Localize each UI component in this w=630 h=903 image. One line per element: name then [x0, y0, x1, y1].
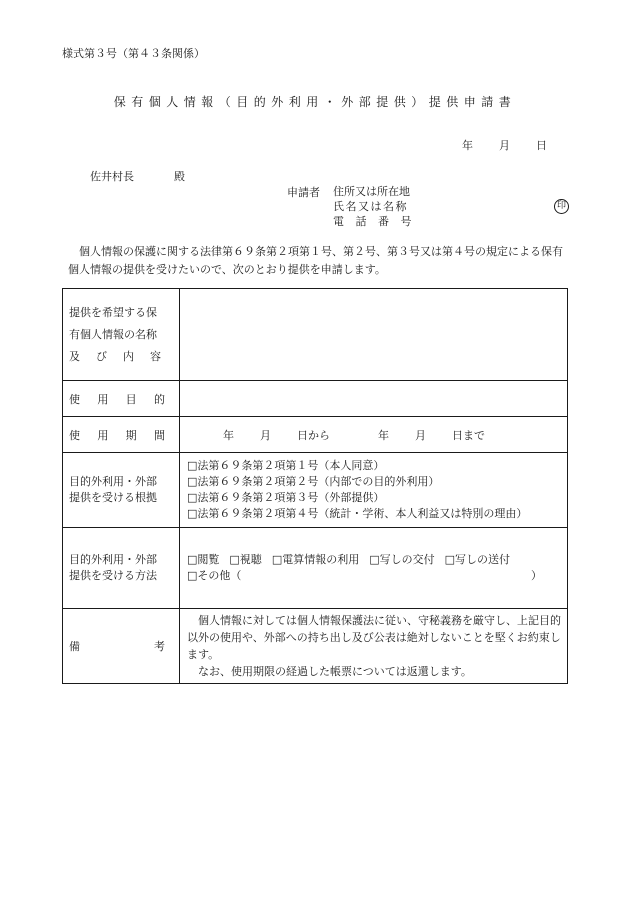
table-row	[63, 289, 568, 381]
method-checkbox-computer[interactable]: □電算情報の利用	[271, 553, 360, 566]
method-checkbox-copy-delivery[interactable]: □写しの交付	[369, 553, 435, 566]
notes-label-char: 備	[69, 640, 80, 653]
date-day-label: 日	[536, 139, 547, 152]
addressee	[90, 168, 185, 184]
period-from-day: 日から	[297, 428, 330, 442]
basis-checkbox-external[interactable]: □法第６９条第２項第３号（外部提供）	[187, 491, 385, 504]
method-label	[63, 528, 180, 609]
applicant-address-label: 住所又は所在地	[333, 185, 410, 198]
basis-checkbox-consent[interactable]: □法第６９条第２項第１号（本人同意）	[187, 459, 385, 472]
method-checkbox-copy-send[interactable]: □写しの送付	[444, 553, 511, 566]
purpose-label	[63, 381, 180, 417]
purpose-label-char: 的	[153, 392, 165, 406]
addressee-honorific: 殿	[174, 170, 185, 183]
info-label-char: び	[96, 349, 107, 363]
method-checkbox-listen[interactable]: □視聴	[229, 553, 262, 566]
method-checkbox-view[interactable]: □閲覧	[187, 553, 220, 566]
period-label-char: 期	[125, 428, 137, 442]
info-label-char: 内	[123, 349, 134, 363]
application-date	[462, 137, 547, 153]
basis-label-line: 目的外利用・外部	[69, 475, 157, 488]
applicant-fields	[333, 184, 416, 229]
table-row	[63, 381, 568, 417]
purpose-label-char: 使	[69, 392, 80, 406]
period-label-char: 用	[97, 428, 109, 442]
info-name-input[interactable]	[180, 289, 568, 381]
info-name-label	[63, 289, 180, 381]
basis-checkbox-special[interactable]: □法第６９条第２項第４号（統計・学術、本人利益又は特別の理由）	[187, 507, 528, 520]
period-label-char: 間	[153, 428, 165, 442]
method-label-line: 目的外利用・外部	[69, 553, 157, 566]
table-row	[63, 417, 568, 453]
period-label	[63, 417, 180, 453]
info-label-line: 有個人情報の名称	[69, 327, 157, 341]
date-year-label: 年	[462, 139, 473, 152]
applicant-label: 申請者	[287, 186, 320, 199]
period-to-month: 月	[415, 428, 426, 442]
page-title: 保有個人情報（目的外利用・外部提供）提供申請書	[113, 95, 517, 109]
period-from-year: 年	[223, 428, 234, 442]
period-to-day: 日まで	[452, 428, 485, 442]
purpose-label-char: 用	[97, 392, 109, 406]
notes-content	[180, 609, 568, 684]
purpose-input[interactable]	[180, 381, 568, 417]
info-label-line: 提供を希望する保	[69, 305, 157, 319]
date-month-label: 月	[499, 139, 510, 152]
table-row	[63, 453, 568, 528]
table-row	[63, 609, 568, 684]
intro-paragraph	[68, 243, 573, 279]
addressee-name: 佐井村長	[90, 170, 134, 183]
applicant-name-label: 氏名又は名称	[333, 200, 408, 213]
intro-text: 個人情報の保護に関する法律第６９条第２項第１号、第２号、第３号又は第４号の規定による保有個人情報の提供を受けたいので、次のとおり提供を申請します。	[68, 245, 563, 276]
notes-text: なお、使用期限の経過した帳票については返還します。	[198, 665, 472, 678]
method-other-close: ）	[531, 569, 542, 582]
purpose-label-char: 目	[125, 392, 137, 406]
method-label-line: 提供を受ける方法	[69, 569, 157, 582]
form-number-label: 様式第３号（第４３条関係）	[62, 47, 205, 60]
info-label-char: 及	[69, 349, 80, 363]
period-from-month: 月	[260, 428, 271, 442]
basis-label	[63, 453, 180, 528]
application-table	[62, 288, 568, 684]
notes-label-char: 考	[154, 640, 165, 653]
seal-mark: 印	[554, 199, 569, 214]
period-input[interactable]	[180, 417, 568, 453]
info-label-char: 容	[150, 349, 161, 363]
basis-checkbox-internal[interactable]: □法第６９条第２項第２号（内部での目的外利用）	[187, 475, 440, 488]
period-label-char: 使	[69, 428, 80, 442]
basis-label-line: 提供を受ける根拠	[69, 491, 157, 504]
period-to-year: 年	[378, 428, 389, 442]
basis-options	[180, 453, 568, 528]
notes-label	[63, 609, 180, 684]
method-checkbox-other[interactable]: □その他（	[187, 569, 242, 582]
method-options	[180, 528, 568, 609]
notes-text: 個人情報に対しては個人情報保護法に従い、守秘義務を厳守し、上記目的以外の使用や、外部への持ち出し及び公表は絶対しないことを堅くお約束します。	[187, 614, 561, 661]
applicant-phone-label: 電 話 番 号	[333, 215, 416, 228]
table-row	[63, 528, 568, 609]
